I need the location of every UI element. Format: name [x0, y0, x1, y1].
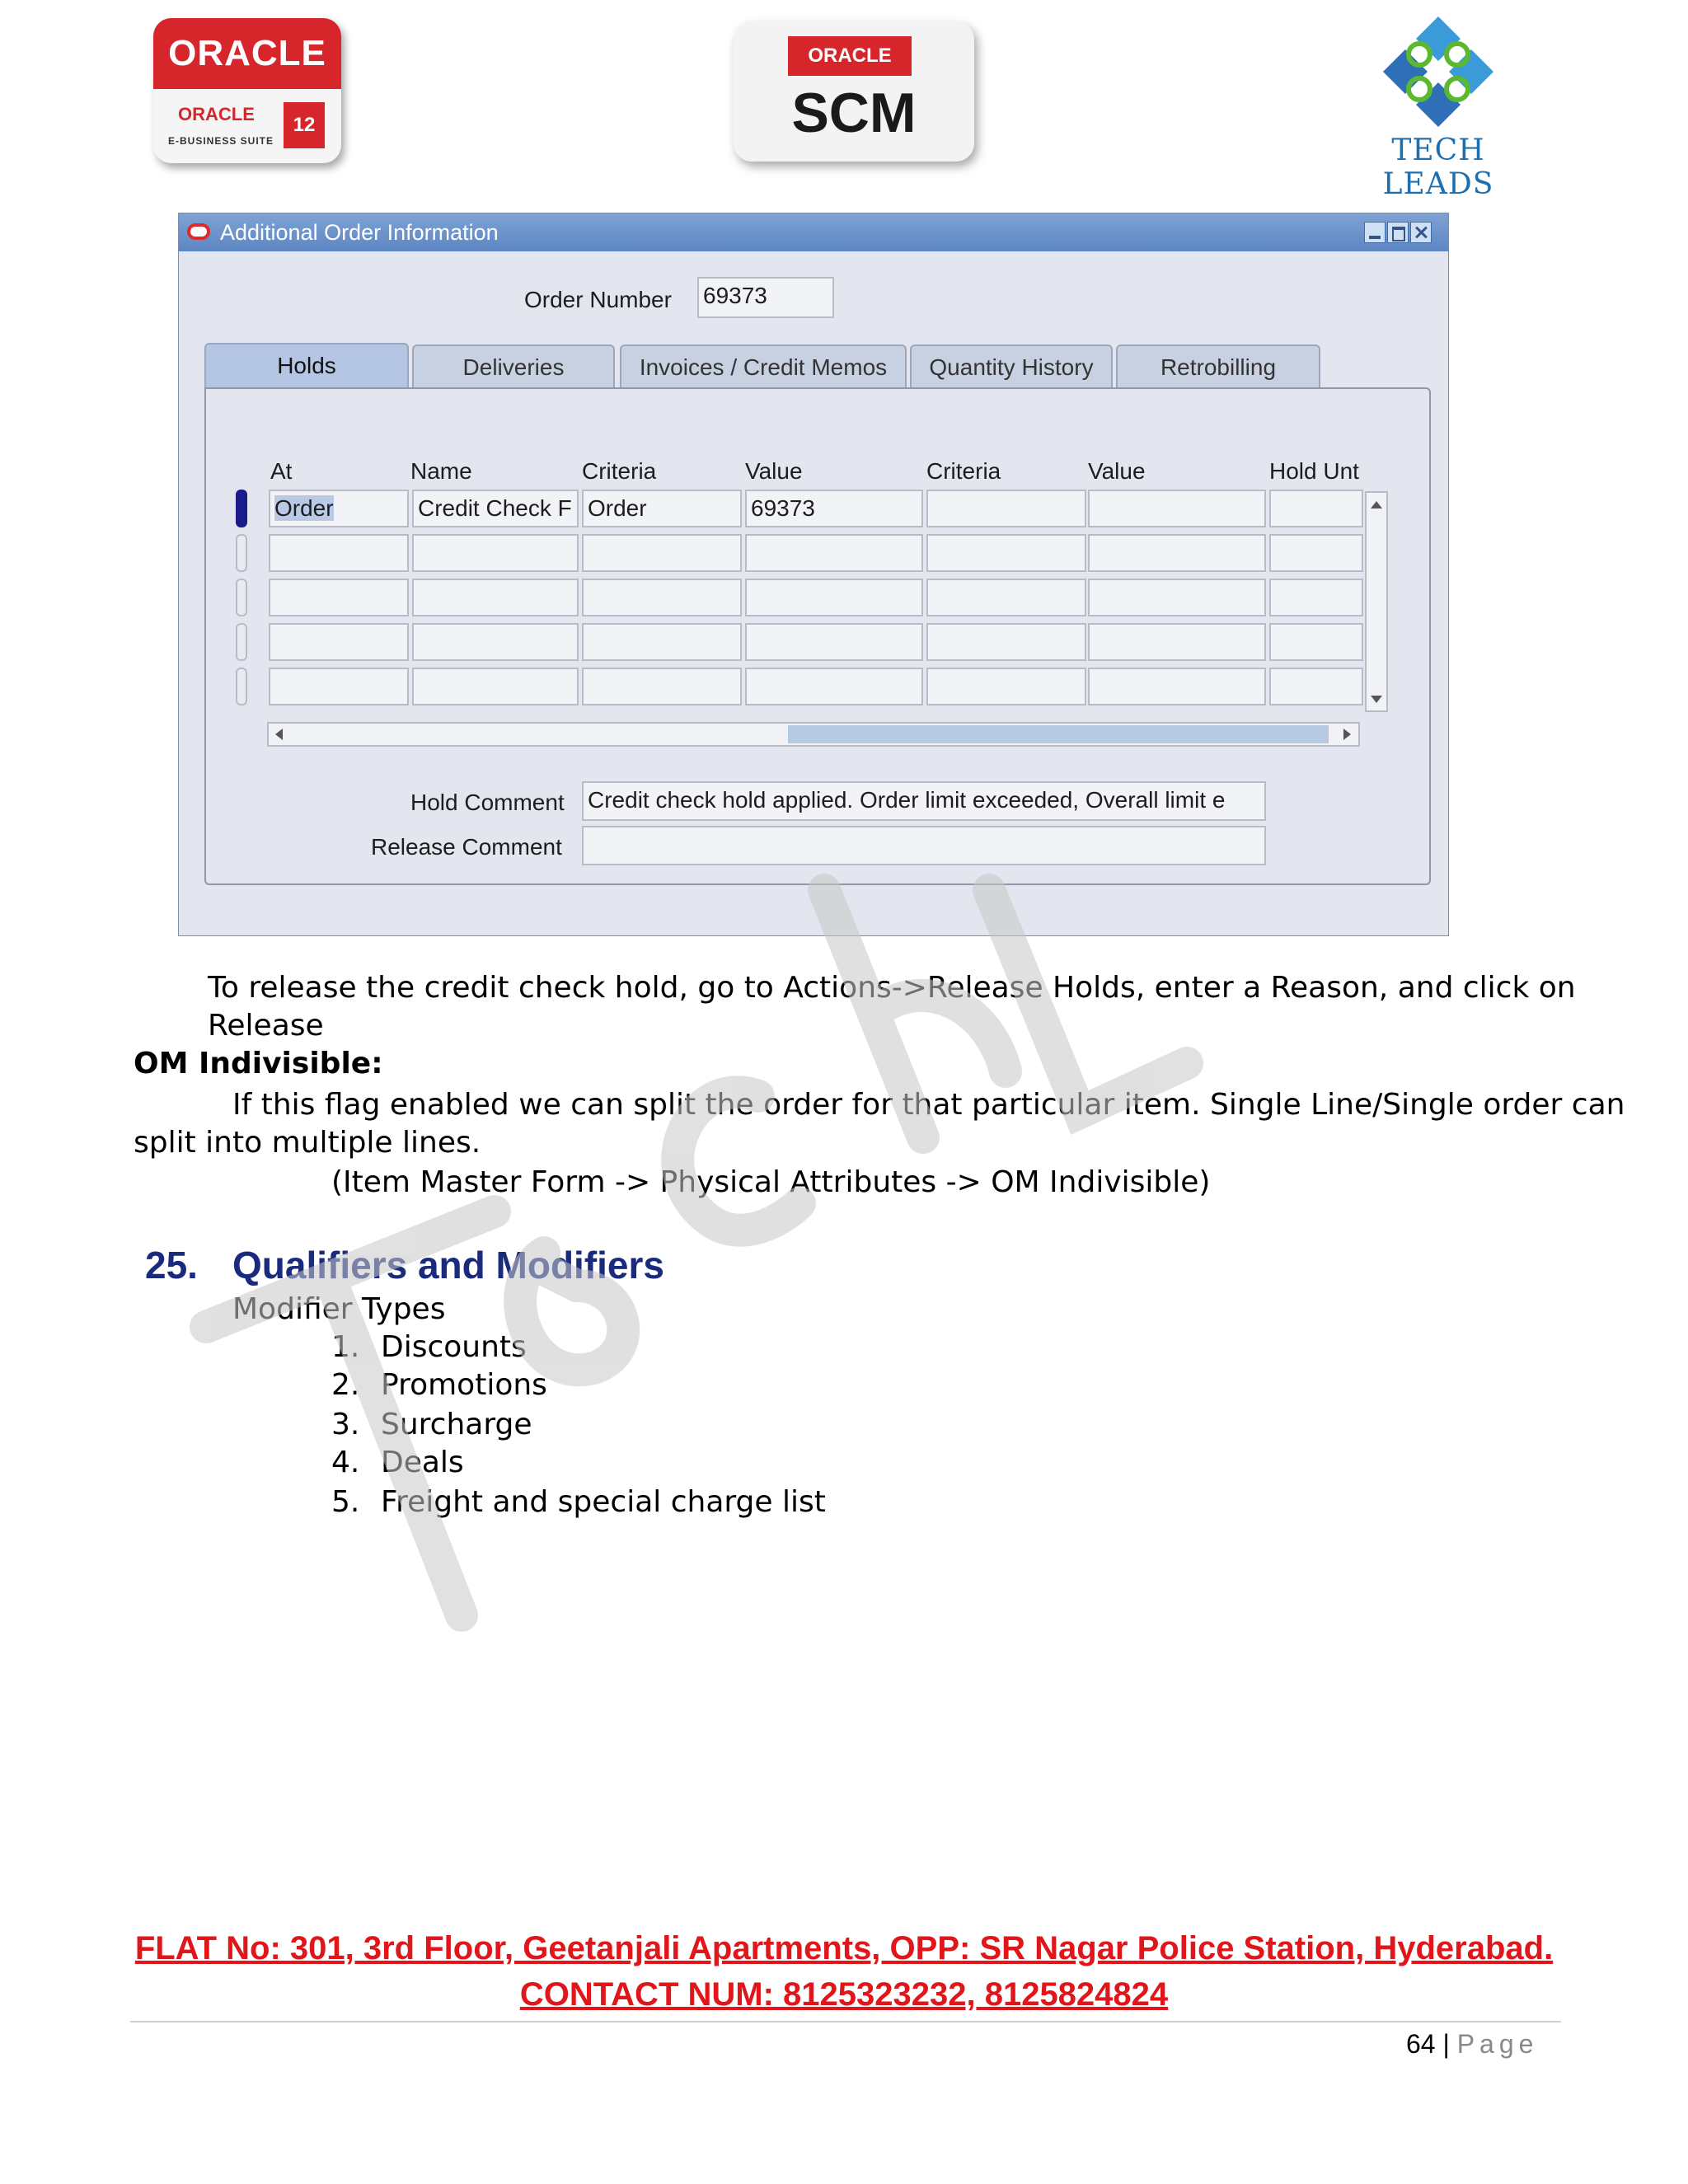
- cell-hold-until[interactable]: [1269, 668, 1363, 705]
- cell-criteria[interactable]: [582, 668, 742, 705]
- order-number-label: Order Number: [524, 287, 672, 312]
- cell-value[interactable]: [745, 534, 923, 572]
- list-item-number: 4.: [331, 1446, 360, 1479]
- scroll-left-icon[interactable]: [275, 729, 283, 740]
- tech-leads-logo: [1343, 13, 1533, 201]
- page-word: Page: [1456, 2029, 1539, 2059]
- close-icon[interactable]: [1410, 222, 1432, 243]
- release-instruction-line2: Release: [208, 1009, 324, 1043]
- column-header: Criteria: [926, 458, 1001, 484]
- cell-criteria[interactable]: [582, 623, 742, 661]
- cell-value-2[interactable]: [1088, 623, 1266, 661]
- order-number-field[interactable]: 69373: [697, 277, 834, 318]
- cell-name[interactable]: [412, 668, 579, 705]
- cell-value-2[interactable]: [1088, 668, 1266, 705]
- cell-value[interactable]: [745, 623, 923, 661]
- column-header: Value: [1088, 458, 1146, 484]
- list-item: Discounts: [381, 1330, 527, 1364]
- cell-hold-until[interactable]: [1269, 623, 1363, 661]
- oracle-scm-logo-word: SCM: [791, 82, 917, 144]
- scroll-down-icon[interactable]: [1371, 696, 1382, 703]
- cell-value[interactable]: [745, 579, 923, 616]
- om-indivisible-path: (Item Master Form -> Physical Attributes -> OM Indivisible): [331, 1165, 1211, 1199]
- vertical-scrollbar[interactable]: [1365, 491, 1388, 712]
- cell-criteria-2[interactable]: [926, 534, 1086, 572]
- cell-value-2[interactable]: [1088, 534, 1266, 572]
- section-title: Qualifiers and Modifiers: [232, 1244, 664, 1286]
- cell-criteria-2[interactable]: [926, 623, 1086, 661]
- release-instruction-line1: To release the credit check hold, go to Actions->Release Holds, enter a Reason, and click on: [208, 971, 1576, 1005]
- modifier-types-label: Modifier Types: [232, 1292, 446, 1326]
- row-selector[interactable]: [236, 623, 247, 661]
- list-item-number: 2.: [331, 1368, 360, 1402]
- oracle-scm-logo: [734, 21, 974, 162]
- list-item: Surcharge: [381, 1408, 532, 1441]
- oracle-ebs-logo-top: ORACLE: [153, 18, 341, 89]
- row-selector-current[interactable]: [236, 490, 247, 527]
- list-item: Deals: [381, 1446, 464, 1479]
- column-header: At: [270, 458, 293, 484]
- cell-criteria[interactable]: [582, 579, 742, 616]
- oracle-ebs-logo-suite: E-BUSINESS SUITE: [168, 135, 274, 147]
- om-indivisible-line2: split into multiple lines.: [134, 1126, 481, 1160]
- cell-criteria[interactable]: [582, 534, 742, 572]
- list-item-number: 5.: [331, 1485, 360, 1519]
- cell-at[interactable]: [269, 490, 409, 527]
- page-number: [1406, 2029, 1538, 2060]
- cell-criteria-2[interactable]: [926, 579, 1086, 616]
- window-titlebar: [179, 213, 1448, 251]
- om-indivisible-line1: If this flag enabled we can split the order for that particular item. Single Line/Single order can: [232, 1088, 1625, 1122]
- cell-value[interactable]: [745, 668, 923, 705]
- tab-invoices-credit-memos[interactable]: Invoices / Credit Memos: [620, 344, 907, 389]
- tech-leads-logo-text: TECH LEADS: [1382, 134, 1494, 201]
- tab-deliveries[interactable]: Deliveries: [412, 344, 615, 389]
- cell-value-2[interactable]: [1088, 490, 1266, 527]
- tab-retrobilling[interactable]: Retrobilling: [1116, 344, 1320, 389]
- list-item-number: 3.: [331, 1408, 360, 1441]
- cell-at[interactable]: [269, 579, 409, 616]
- cell-at[interactable]: [269, 623, 409, 661]
- maximize-icon[interactable]: [1387, 222, 1409, 243]
- release-comment-field[interactable]: [582, 826, 1266, 865]
- cell-hold-until[interactable]: [1269, 534, 1363, 572]
- list-item-number: 1.: [331, 1330, 360, 1364]
- cell-value-2[interactable]: [1088, 579, 1266, 616]
- window-title: Additional Order Information: [220, 220, 499, 245]
- cell-at[interactable]: [269, 668, 409, 705]
- cell-name[interactable]: [412, 579, 579, 616]
- cell-name[interactable]: [412, 623, 579, 661]
- section-number: 25.: [145, 1244, 198, 1286]
- row-selector[interactable]: [236, 668, 247, 705]
- hold-comment-field[interactable]: Credit check hold applied. Order limit exceeded, Overall limit e: [582, 781, 1266, 821]
- column-header: Hold Unt: [1269, 458, 1359, 484]
- row-selector[interactable]: [236, 579, 247, 616]
- scrollbar-thumb[interactable]: [788, 725, 1329, 743]
- footer-contact: CONTACT NUM: 8125323232, 8125824824: [519, 1976, 1169, 2013]
- footer-divider: [130, 2021, 1561, 2022]
- cell-hold-until[interactable]: [1269, 490, 1363, 527]
- page-number-value: 64: [1406, 2029, 1436, 2059]
- cell-value[interactable]: 69373: [745, 490, 923, 527]
- column-header: Criteria: [582, 458, 657, 484]
- scroll-up-icon[interactable]: [1371, 501, 1382, 509]
- row-selector[interactable]: [236, 534, 247, 572]
- cell-name[interactable]: Credit Check F: [412, 490, 579, 527]
- hold-comment-label: Hold Comment: [410, 790, 565, 815]
- cell-hold-until[interactable]: [1269, 579, 1363, 616]
- oracle-ebs-logo-sub: ORACLE: [178, 104, 255, 124]
- release-comment-label: Release Comment: [371, 834, 562, 860]
- scroll-right-icon[interactable]: [1343, 729, 1351, 740]
- tab-quantity-history[interactable]: Quantity History: [910, 344, 1113, 389]
- oracle-ebs-logo-badge: 12: [284, 102, 325, 148]
- column-header: Value: [745, 458, 803, 484]
- oracle-ebs-logo: [153, 18, 341, 163]
- page-separator: |: [1442, 2029, 1450, 2059]
- column-header: Name: [410, 458, 472, 484]
- list-item: Promotions: [381, 1368, 547, 1402]
- footer-address: FLAT No: 301, 3rd Floor, Geetanjali Apartments, OPP: SR Nagar Police Station, Hyderabad.: [134, 1930, 1554, 1966]
- cell-name[interactable]: [412, 534, 579, 572]
- tab-holds[interactable]: Holds: [204, 343, 409, 391]
- oracle-window-icon: [187, 223, 210, 240]
- horizontal-scrollbar[interactable]: [267, 722, 1360, 747]
- tech-leads-logo-icon: [1368, 13, 1508, 129]
- list-item: Freight and special charge list: [381, 1485, 826, 1519]
- oracle-scm-logo-badge: ORACLE: [788, 36, 912, 76]
- cell-criteria-2[interactable]: [926, 490, 1086, 527]
- cell-at-text: Order: [274, 495, 334, 521]
- om-indivisible-heading: OM Indivisible:: [134, 1047, 383, 1080]
- cell-criteria[interactable]: Order: [582, 490, 742, 527]
- minimize-icon[interactable]: [1364, 222, 1386, 243]
- cell-criteria-2[interactable]: [926, 668, 1086, 705]
- cell-at[interactable]: [269, 534, 409, 572]
